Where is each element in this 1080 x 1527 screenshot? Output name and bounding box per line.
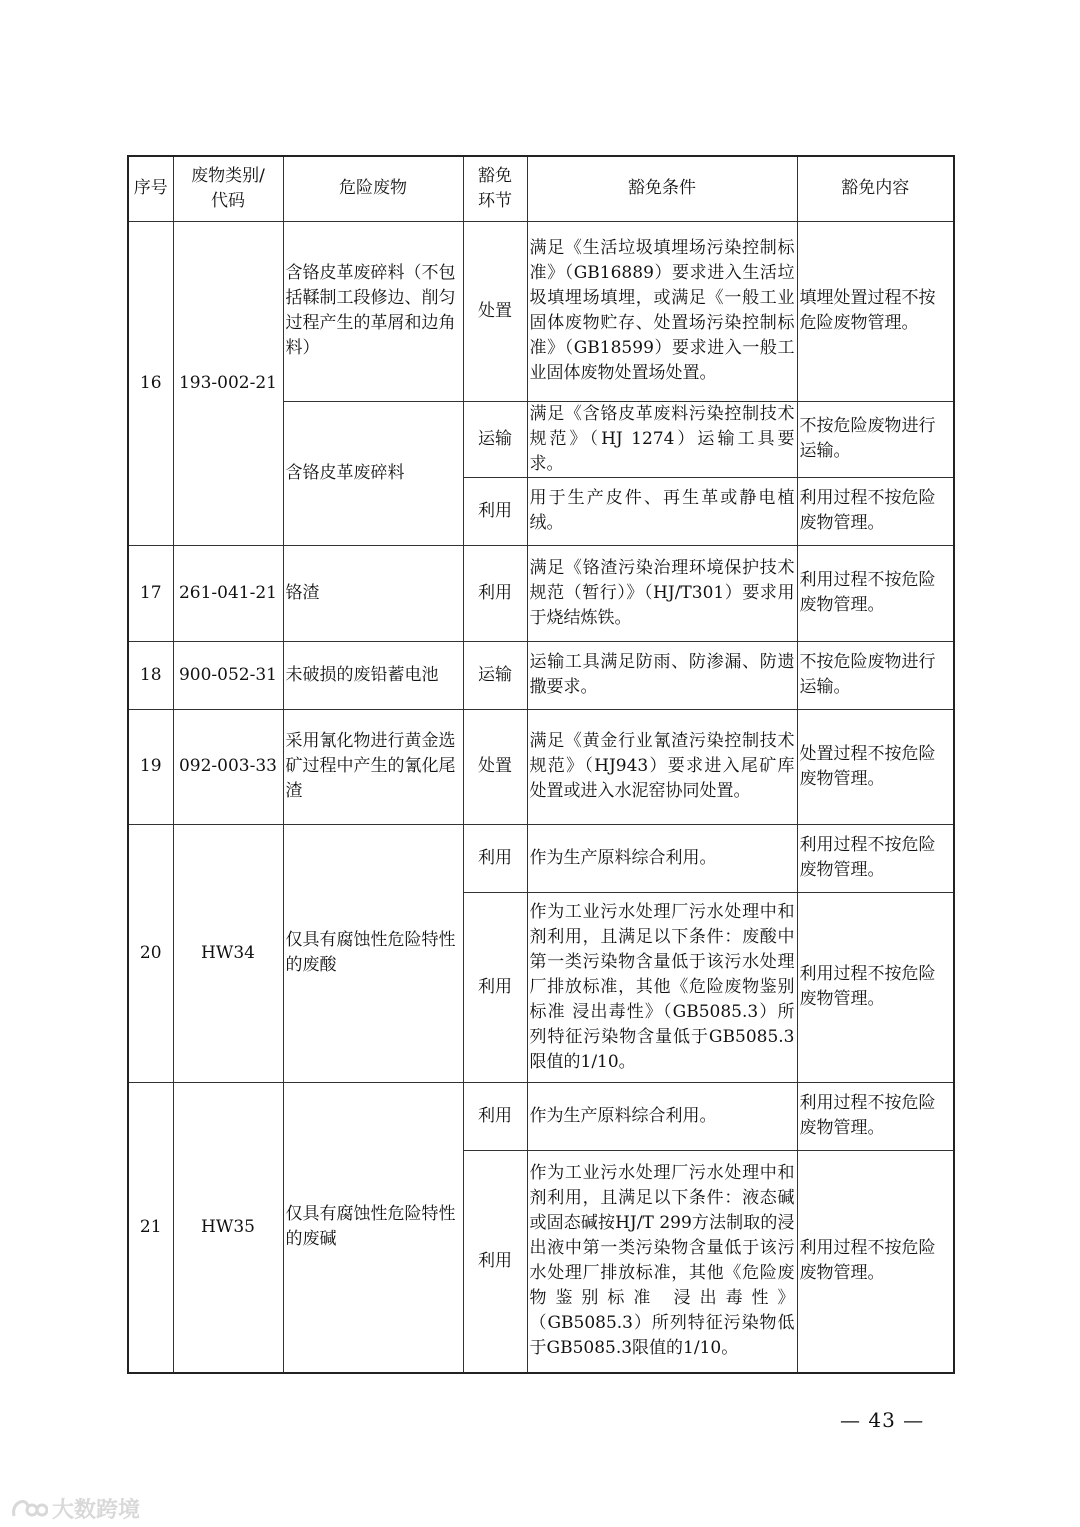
seq-cell: 19: [128, 709, 173, 824]
header-seq: 序号: [128, 156, 173, 221]
code-cell: 092-003-33: [173, 709, 283, 824]
table-row: [128, 824, 954, 892]
content-cell: 利用过程不按危险废物管理。: [797, 892, 954, 1082]
page-number: — 43 —: [840, 1408, 925, 1432]
waste-cell: 含铬皮革废碎料（不包括鞣制工段修边、削匀过程产生的革屑和边角料）: [283, 221, 463, 401]
table-row: [128, 709, 954, 824]
stage-cell: 利用: [463, 1150, 527, 1373]
stage-cell: 处置: [463, 221, 527, 401]
condition-cell: 满足《生活垃圾填埋场污染控制标准》（GB16889）要求进入生活垃圾填埋场填埋，或满足《一般工业固体废物贮存、处置场污染控制标准》（GB18599）要求进入一般工业固体废物处置场处置。: [527, 221, 797, 401]
condition-cell: 作为生产原料综合利用。: [527, 824, 797, 892]
content-cell: 利用过程不按危险废物管理。: [797, 477, 954, 545]
table-row: [128, 1082, 954, 1150]
code-cell: 261-041-21: [173, 545, 283, 641]
condition-cell: 作为生产原料综合利用。: [527, 1082, 797, 1150]
condition-cell: 作为工业污水处理厂污水处理中和剂利用，且满足以下条件：废酸中第一类污染物含量低于该污水处理厂排放标准，其他《危险废物鉴别标准 浸出毒性》（GB5085.3）所列特征污染物含量低于GB5085.3限值的1/10。: [527, 892, 797, 1082]
content-cell: 利用过程不按危险废物管理。: [797, 1150, 954, 1373]
condition-cell: 作为工业污水处理厂污水处理中和剂利用，且满足以下条件：液态碱或固态碱按HJ/T 299方法制取的浸出液中第一类污染物含量低于该污水处理厂排放标准，其他《危险废物鉴别标准 浸出毒性》（GB5085.3）所列特征污染物低于GB5085.3限值的1/10。: [527, 1150, 797, 1373]
table-header-row: [128, 156, 954, 221]
seq-cell: 16: [128, 221, 173, 545]
content-cell: 利用过程不按危险废物管理。: [797, 545, 954, 641]
stage-cell: 利用: [463, 477, 527, 545]
content-cell: 填埋处置过程不按危险废物管理。: [797, 221, 954, 401]
content-cell: 不按危险废物进行运输。: [797, 641, 954, 709]
table-row: [128, 641, 954, 709]
waste-cell: 仅具有腐蚀性危险特性的废酸: [283, 824, 463, 1082]
waste-cell: 采用氰化物进行黄金选矿过程中产生的氰化尾渣: [283, 709, 463, 824]
content-cell: 利用过程不按危险废物管理。: [797, 1082, 954, 1150]
stage-cell: 利用: [463, 1082, 527, 1150]
stage-cell: 利用: [463, 824, 527, 892]
waste-cell: 铬渣: [283, 545, 463, 641]
watermark-text: 大数跨境: [52, 1498, 141, 1523]
seq-cell: 20: [128, 824, 173, 1082]
stage-cell: 运输: [463, 401, 527, 477]
seq-cell: 18: [128, 641, 173, 709]
content-cell: 不按危险废物进行运输。: [797, 401, 954, 477]
seq-cell: 17: [128, 545, 173, 641]
logo-icon: [10, 1496, 48, 1522]
code-cell: 900-052-31: [173, 641, 283, 709]
waste-cell: 含铬皮革废碎料: [283, 401, 463, 545]
stage-cell: 处置: [463, 709, 527, 824]
code-cell: 193-002-21: [173, 221, 283, 545]
header-condition: 豁免条件: [527, 156, 797, 221]
header-code: 废物类别/ 代码: [173, 156, 283, 221]
header-content: 豁免内容: [797, 156, 954, 221]
header-stage: 豁免 环节: [463, 156, 527, 221]
condition-cell: 满足《黄金行业氰渣污染控制技术规范》（HJ943）要求进入尾矿库处置或进入水泥窑协同处置。: [527, 709, 797, 824]
stage-cell: 利用: [463, 892, 527, 1082]
stage-cell: 利用: [463, 545, 527, 641]
code-cell: HW35: [173, 1082, 283, 1373]
exemption-table: [127, 155, 955, 1374]
seq-cell: 21: [128, 1082, 173, 1373]
watermark: [10, 1493, 140, 1524]
code-cell: HW34: [173, 824, 283, 1082]
waste-cell: 未破损的废铅蓄电池: [283, 641, 463, 709]
waste-cell: 仅具有腐蚀性危险特性的废碱: [283, 1082, 463, 1373]
condition-cell: 满足《铬渣污染治理环境保护技术规范（暂行）》（HJ/T301）要求用于烧结炼铁。: [527, 545, 797, 641]
stage-cell: 运输: [463, 641, 527, 709]
condition-cell: 运输工具满足防雨、防渗漏、防遗撒要求。: [527, 641, 797, 709]
table-row: [128, 221, 954, 401]
condition-cell: 满足《含铬皮革废料污染控制技术规范》（HJ 1274）运输工具要求。: [527, 401, 797, 477]
table-row: [128, 545, 954, 641]
content-cell: 处置过程不按危险废物管理。: [797, 709, 954, 824]
content-cell: 利用过程不按危险废物管理。: [797, 824, 954, 892]
condition-cell: 用于生产皮件、再生革或静电植绒。: [527, 477, 797, 545]
header-waste: 危险废物: [283, 156, 463, 221]
